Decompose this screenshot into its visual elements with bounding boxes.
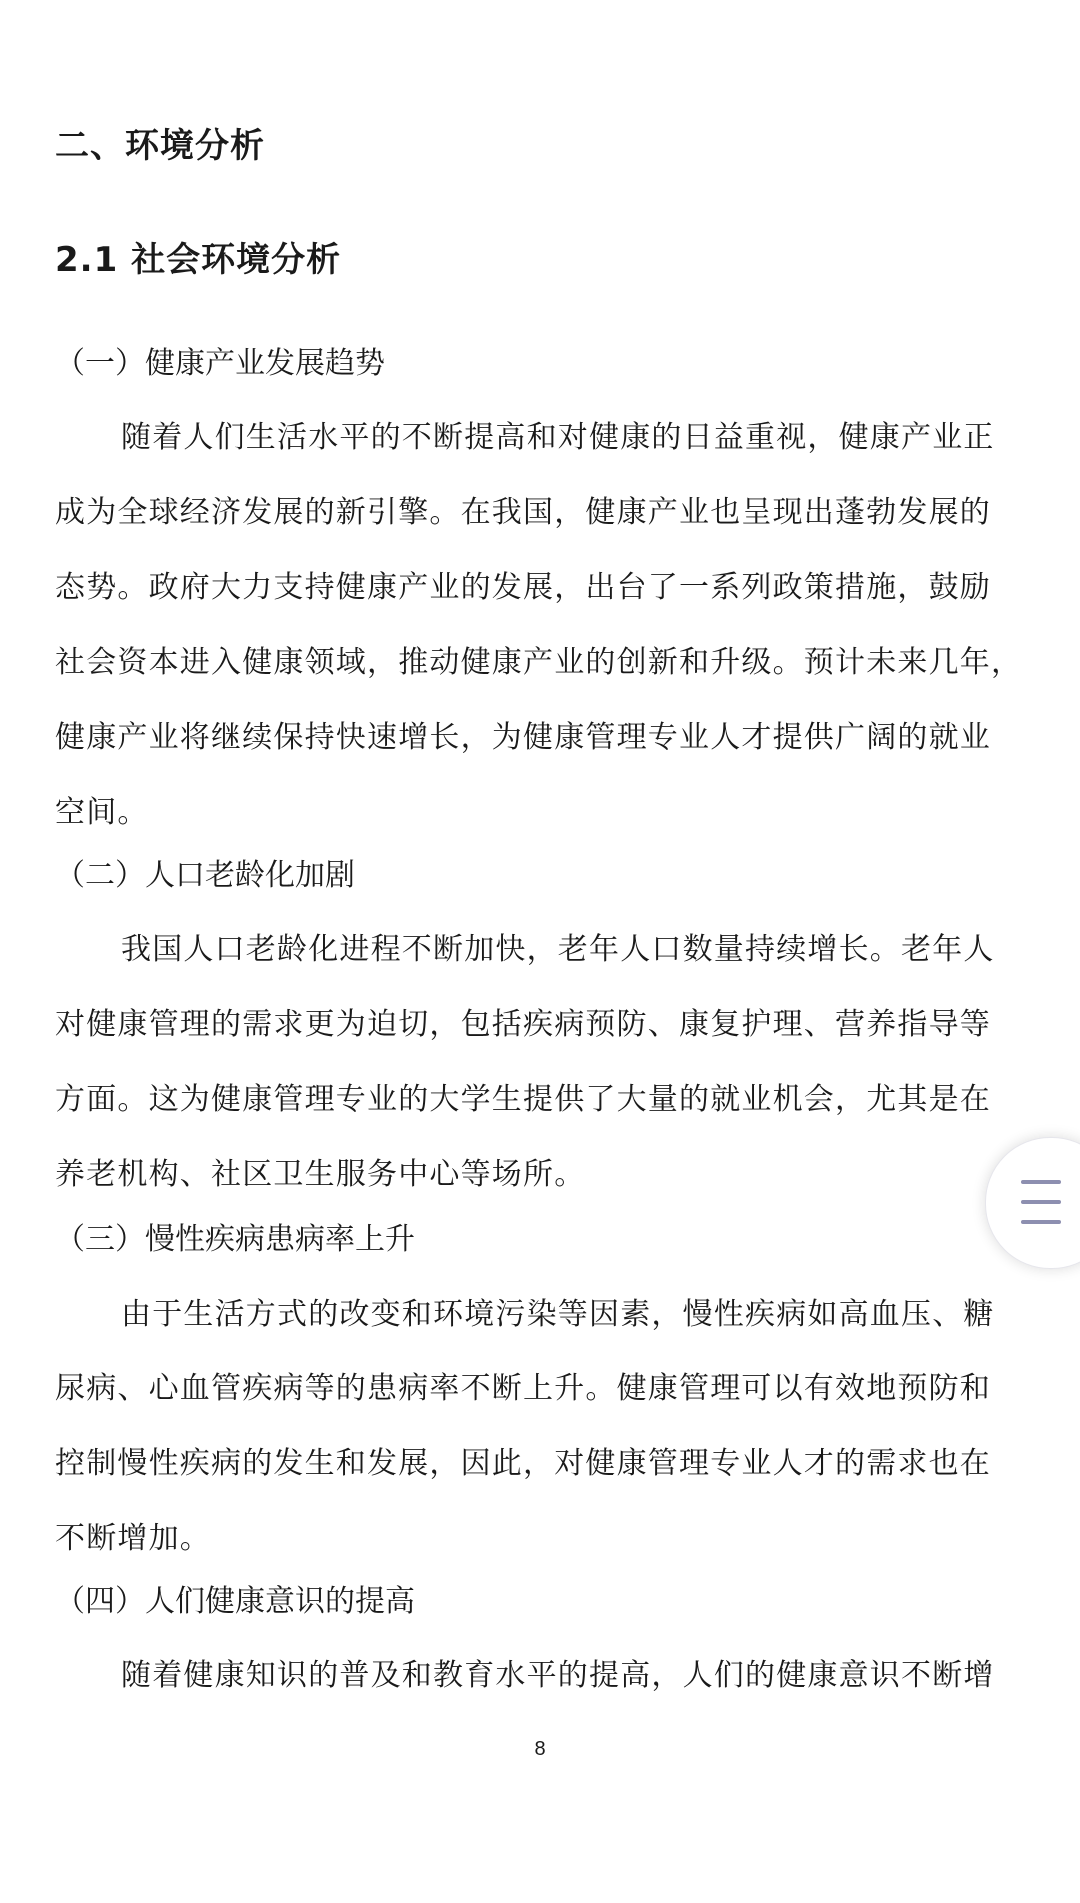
- paragraph-line: 健康产业将继续保持快速增长，为健康管理专业人才提供广阔的就业: [55, 720, 991, 755]
- subsection-title: （二）人口老龄化加剧: [55, 858, 355, 893]
- paragraph-line: 由于生活方式的改变和环境污染等因素，慢性疾病如高血压、糖: [121, 1297, 995, 1332]
- paragraph-line: 我国人口老龄化进程不断加快，老年人口数量持续增长。老年人: [121, 932, 995, 967]
- chapter-heading: 二、环境分析: [55, 126, 265, 166]
- paragraph-line: 态势。政府大力支持健康产业的发展，出台了一系列政策措施，鼓励: [55, 570, 991, 605]
- paragraph-line: 尿病、心血管疾病等的患病率不断上升。健康管理可以有效地预防和: [55, 1371, 991, 1406]
- paragraph-line: 方面。这为健康管理专业的大学生提供了大量的就业机会，尤其是在: [55, 1082, 991, 1117]
- page-number: 8: [534, 1738, 546, 1760]
- paragraph-line: 社会资本进入健康领域，推动健康产业的创新和升级。预计未来几年，: [55, 645, 1023, 680]
- menu-icon: [1021, 1180, 1061, 1224]
- paragraph-line: 控制慢性疾病的发生和发展，因此，对健康管理专业人才的需求也在: [55, 1446, 991, 1481]
- section-heading: 2.1 社会环境分析: [55, 240, 342, 280]
- paragraph-line: 随着人们生活水平的不断提高和对健康的日益重视，健康产业正: [121, 420, 995, 455]
- paragraph-line: 空间。: [55, 795, 149, 830]
- subsection-title: （四）人们健康意识的提高: [55, 1584, 415, 1619]
- paragraph-line: 不断增加。: [55, 1521, 211, 1556]
- paragraph-line: 养老机构、社区卫生服务中心等场所。: [55, 1157, 586, 1192]
- paragraph-line: 对健康管理的需求更为迫切，包括疾病预防、康复护理、营养指导等: [55, 1007, 991, 1042]
- paragraph-line: 成为全球经济发展的新引擎。在我国，健康产业也呈现出蓬勃发展的: [55, 495, 991, 530]
- paragraph-line: 随着健康知识的普及和教育水平的提高，人们的健康意识不断增: [121, 1658, 995, 1693]
- subsection-title: （一）健康产业发展趋势: [55, 346, 385, 381]
- subsection-title: （三）慢性疾病患病率上升: [55, 1222, 415, 1257]
